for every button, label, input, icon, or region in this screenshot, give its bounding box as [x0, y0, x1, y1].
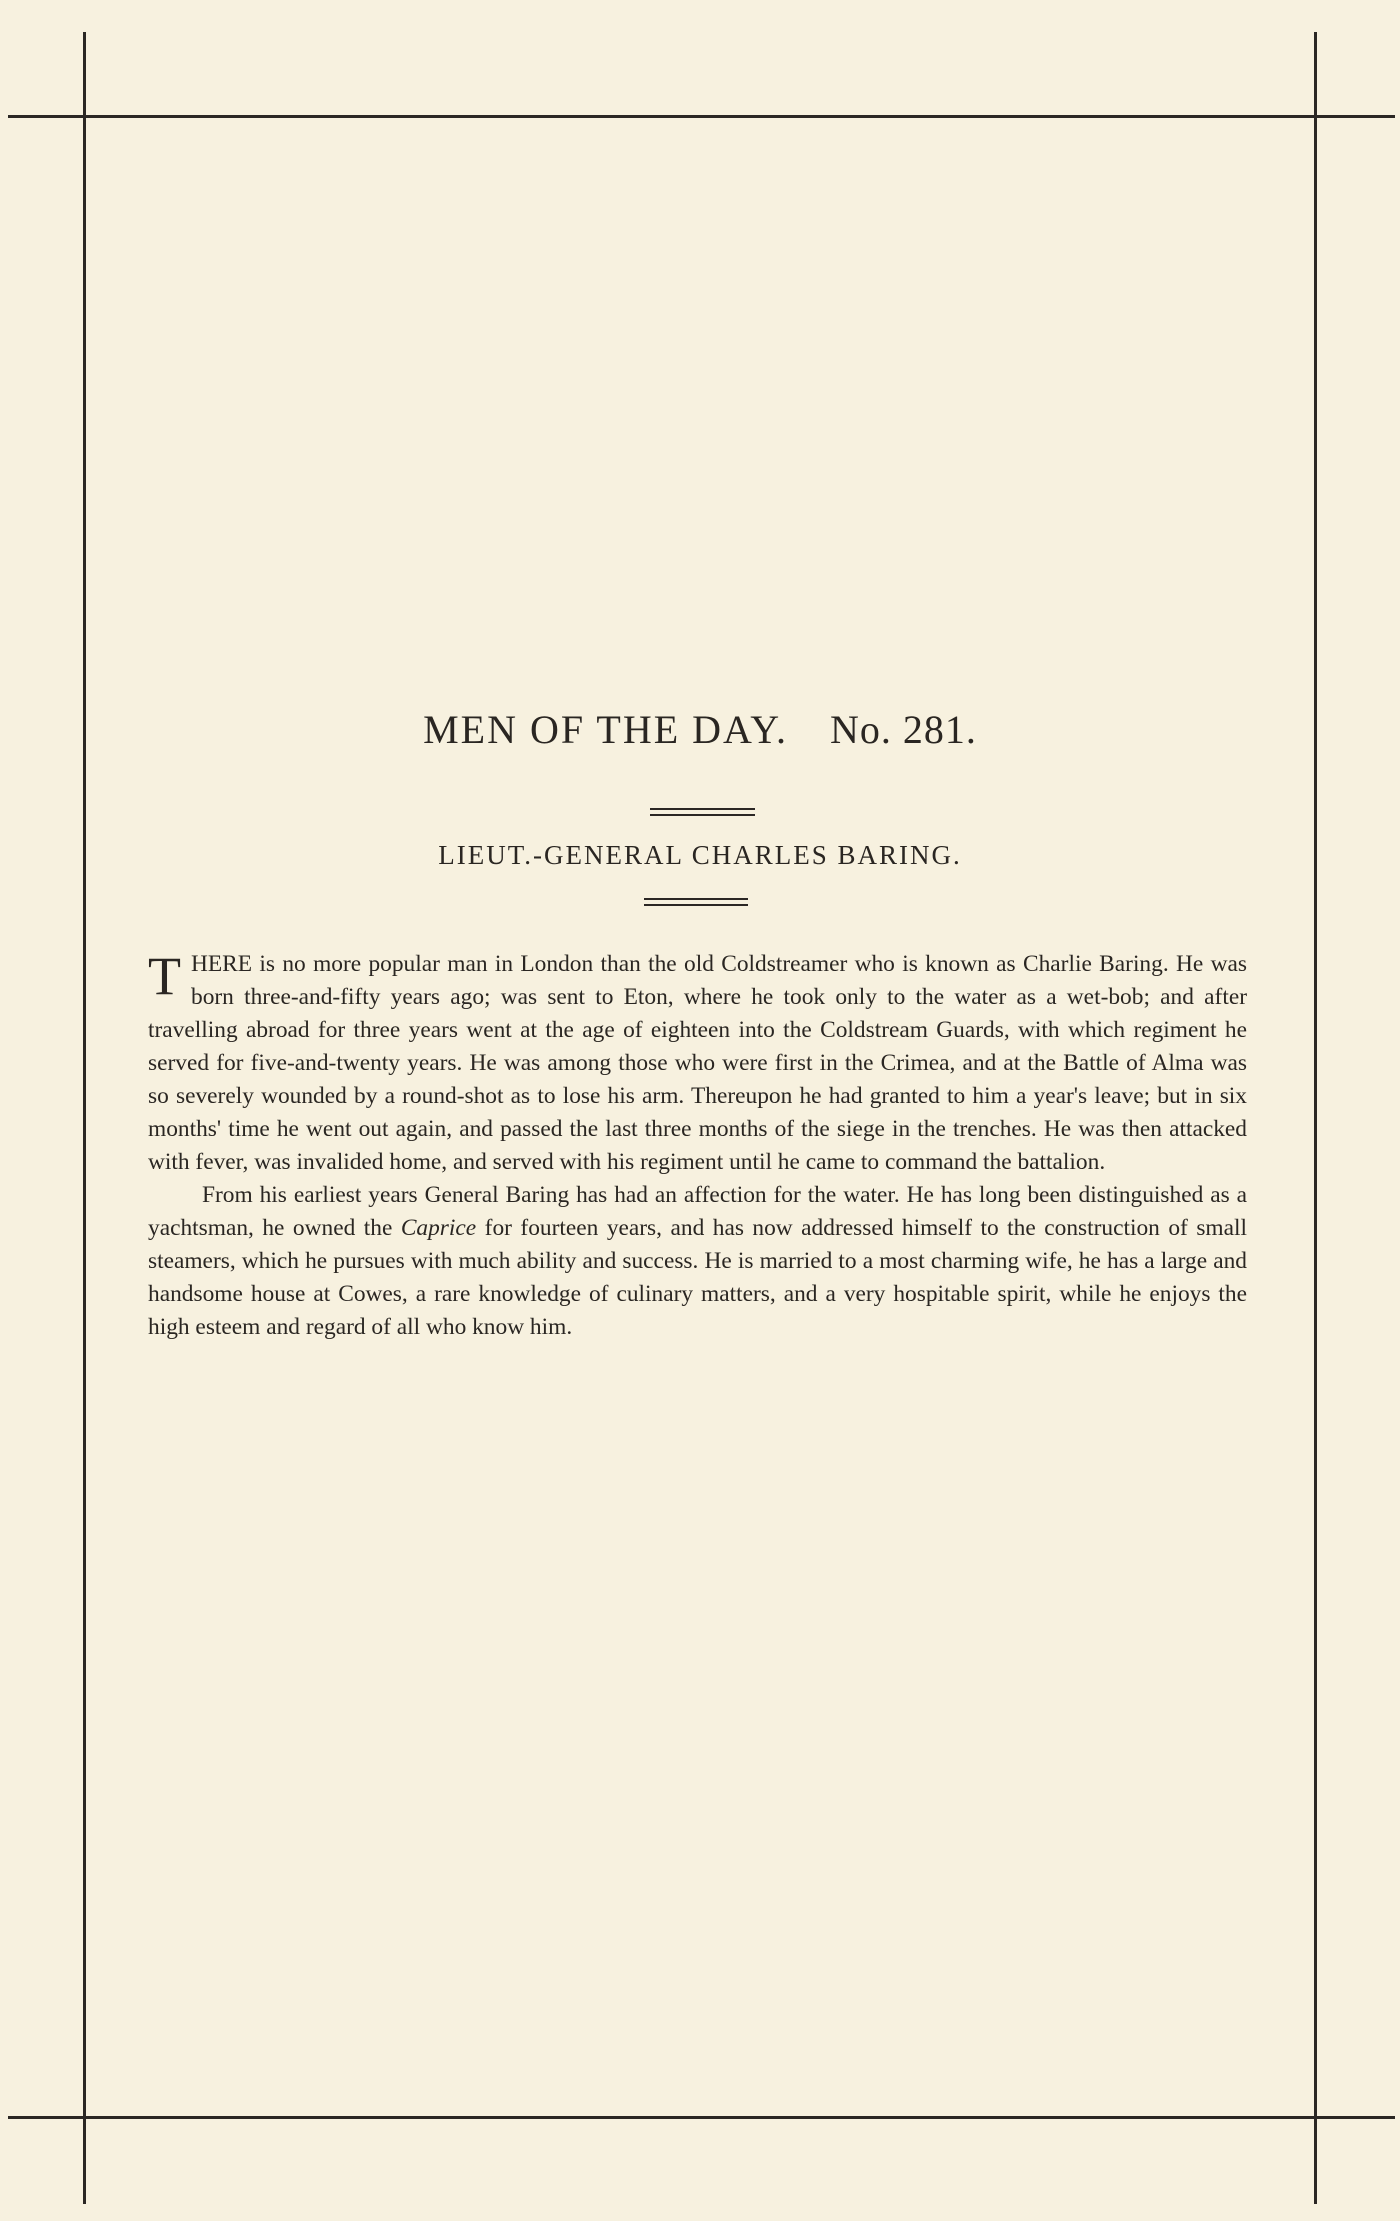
frame-bottom-rule: [8, 2116, 1395, 2119]
title-text: MEN OF THE DAY.: [423, 707, 788, 752]
frame-right-rule: [1314, 32, 1317, 2204]
frame-left-rule: [83, 32, 86, 2204]
subtitle-divider-upper: [644, 898, 748, 900]
page-title: [0, 706, 1400, 753]
subject-name: LIEUT.-GENERAL CHARLES BARING.: [438, 840, 962, 870]
title-divider-lower: [650, 814, 755, 816]
paragraph-2-text-end: for fourteen years, and has now addressed himself to the construction of small steamers, which he pursues with much ability and success. He is married to a most charming wife, he has a large and handsome house at Cowes, a rare knowledge of culinary matters, and a very hospitable spirit, while he enjoys the high esteem and regard of all who know him.: [148, 1215, 1247, 1340]
article-paragraph-1: [148, 948, 1247, 1179]
issue-number: No. 281.: [830, 707, 977, 752]
drop-cap: T: [148, 946, 181, 1006]
paragraph-1-text: HERE is no more popular man in London than the old Coldstreamer who is known as Charlie Baring. He was born three-and-fifty years ago; was sent to Eton, where he took only to the water as a wet-bob; and after travelling abroad for three years went at the age of eighteen into the Coldstream Guards, with which regiment he served for five-and-twenty years. He was among those who were first in the Crimea, and at the Battle of Alma was so severely wounded by a round-shot as to lose his arm. Thereupon he had granted to him a year's leave; but in six months' time he went out again, and passed the last three months of the siege in the trenches. He was then attacked with fever, was invalided home, and served with his regiment until he came to command the battalion.: [148, 951, 1247, 1175]
yacht-name: Caprice: [400, 1215, 477, 1241]
subtitle-divider-lower: [644, 904, 748, 906]
frame-top-rule: [8, 115, 1395, 118]
paragraph-2-text-start: From his earliest years General Baring has had an affection for the water. He has long been distinguished as a yachtsman, he owned the: [148, 1182, 1247, 1241]
article-body: [148, 948, 1247, 1344]
title-divider-upper: [650, 808, 755, 810]
article-paragraph-2: [148, 1179, 1247, 1344]
